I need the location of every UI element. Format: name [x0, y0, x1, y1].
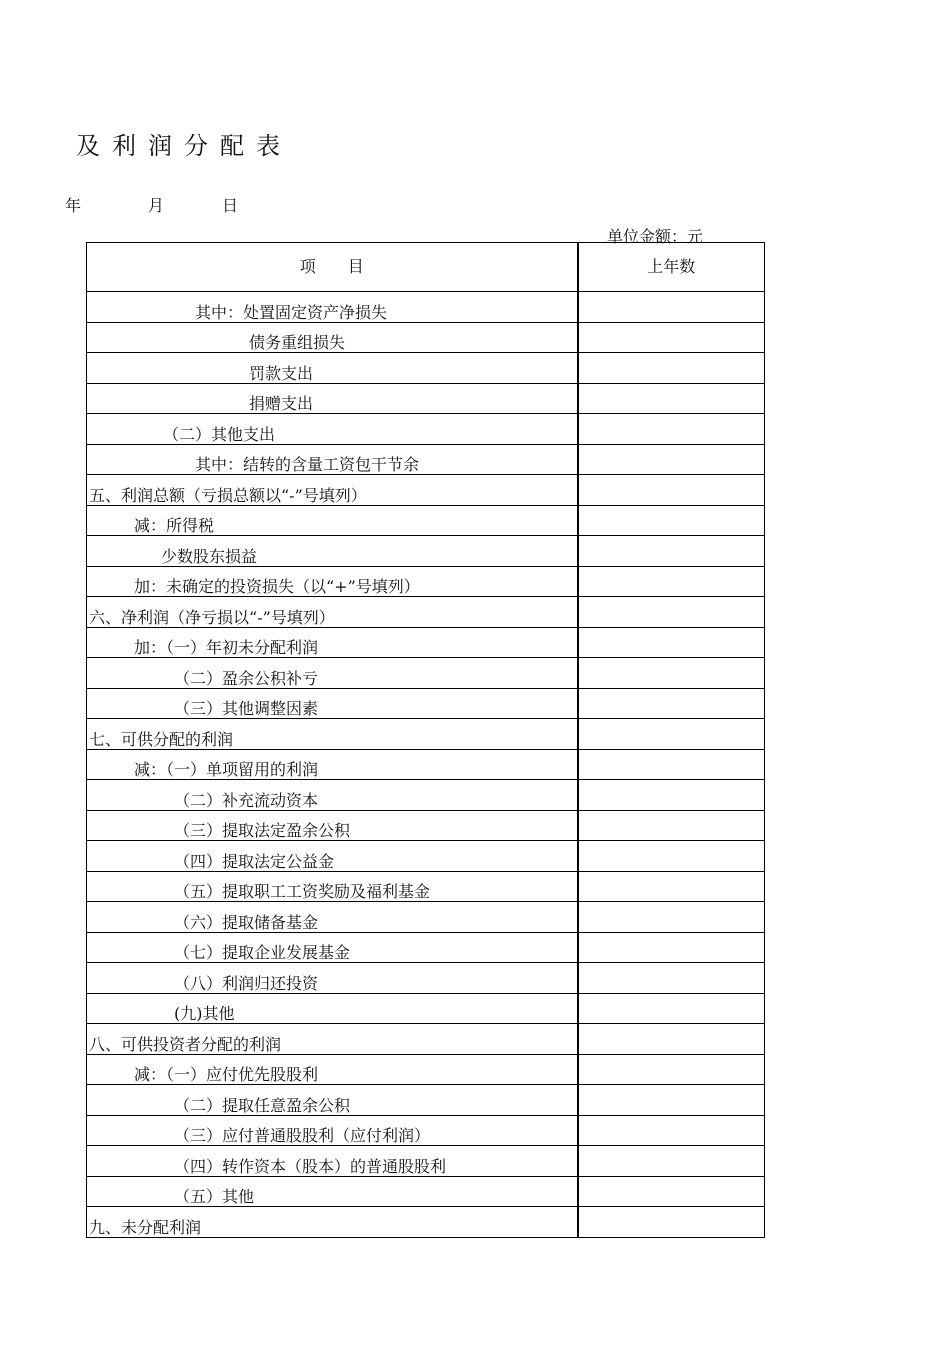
table-row: [87, 688, 765, 719]
row-item-label: （三）提取法定盈余公积: [87, 810, 578, 841]
row-prev-year-value: [578, 1115, 765, 1146]
row-prev-year-value: [578, 993, 765, 1024]
row-prev-year-value: [578, 414, 765, 445]
date-month-label: 月: [148, 196, 165, 215]
table-body: [87, 292, 765, 1238]
row-item-label: （五）其他: [87, 1176, 578, 1207]
table-row: [87, 322, 765, 353]
row-prev-year-value: [578, 688, 765, 719]
row-prev-year-value: [578, 292, 765, 323]
table-row: [87, 597, 765, 628]
row-item-label: （二）盈余公积补亏: [87, 658, 578, 689]
table-row: [87, 963, 765, 994]
table-row: [87, 871, 765, 902]
unit-label: 单位金额：元: [607, 227, 704, 246]
table-row: [87, 536, 765, 567]
date-year-label: 年: [65, 196, 82, 215]
row-item-label: （四）转作资本（股本）的普通股股利: [87, 1146, 578, 1177]
row-prev-year-value: [578, 780, 765, 811]
row-prev-year-value: [578, 1176, 765, 1207]
row-item-label: 五、利润总额（亏损总额以“-”号填列）: [87, 475, 578, 506]
table-row: [87, 1054, 765, 1085]
row-item-label: 捐赠支出: [87, 383, 578, 414]
row-item-label: （八）利润归还投资: [87, 963, 578, 994]
row-prev-year-value: [578, 1085, 765, 1116]
row-item-label: （三）应付普通股股利（应付利润）: [87, 1115, 578, 1146]
table-row: [87, 658, 765, 689]
table-row: [87, 505, 765, 536]
table-row: [87, 353, 765, 384]
row-prev-year-value: [578, 505, 765, 536]
table-row: [87, 810, 765, 841]
row-item-label: 八、可供投资者分配的利润: [87, 1024, 578, 1055]
table-row: [87, 1024, 765, 1055]
row-prev-year-value: [578, 322, 765, 353]
report-title: 及利润分配表: [76, 132, 292, 160]
row-prev-year-value: [578, 566, 765, 597]
row-prev-year-value: [578, 383, 765, 414]
table-row: [87, 566, 765, 597]
row-item-label: 其中：处置固定资产净损失: [87, 292, 578, 323]
row-item-label: 债务重组损失: [87, 322, 578, 353]
row-prev-year-value: [578, 1024, 765, 1055]
table-row: [87, 444, 765, 475]
table-row: [87, 841, 765, 872]
profit-distribution-table: [86, 242, 765, 1238]
table-row: [87, 932, 765, 963]
date-day-label: 日: [222, 196, 239, 215]
row-item-label: （二）提取任意盈余公积: [87, 1085, 578, 1116]
row-prev-year-value: [578, 1054, 765, 1085]
table-row: [87, 749, 765, 780]
row-prev-year-value: [578, 841, 765, 872]
table-row: [87, 292, 765, 323]
row-item-label: 减：所得税: [87, 505, 578, 536]
table-row: [87, 414, 765, 445]
row-item-label: 少数股东损益: [87, 536, 578, 567]
table-row: [87, 1146, 765, 1177]
row-item-label: 加：未确定的投资损失（以“+”号填列）: [87, 566, 578, 597]
table-row: [87, 475, 765, 506]
row-prev-year-value: [578, 963, 765, 994]
row-item-label: 七、可供分配的利润: [87, 719, 578, 750]
row-prev-year-value: [578, 719, 765, 750]
table-row: [87, 780, 765, 811]
row-prev-year-value: [578, 597, 765, 628]
row-item-label: 六、净利润（净亏损以“-”号填列）: [87, 597, 578, 628]
table-row: [87, 1176, 765, 1207]
row-item-label: 减：（一）应付优先股股利: [87, 1054, 578, 1085]
row-item-label: 罚款支出: [87, 353, 578, 384]
row-prev-year-value: [578, 353, 765, 384]
row-prev-year-value: [578, 1146, 765, 1177]
row-prev-year-value: [578, 444, 765, 475]
table-header-row: [87, 243, 765, 292]
table-row: [87, 902, 765, 933]
row-prev-year-value: [578, 627, 765, 658]
row-item-label: 其中：结转的含量工资包干节余: [87, 444, 578, 475]
column-header-prev-year: 上年数: [578, 243, 765, 292]
row-item-label: 减：（一）单项留用的利润: [87, 749, 578, 780]
row-prev-year-value: [578, 932, 765, 963]
row-prev-year-value: [578, 810, 765, 841]
row-item-label: （七）提取企业发展基金: [87, 932, 578, 963]
row-item-label: （五）提取职工工资奖励及福利基金: [87, 871, 578, 902]
table-row: [87, 1207, 765, 1238]
row-item-label: （二）其他支出: [87, 414, 578, 445]
row-prev-year-value: [578, 1207, 765, 1238]
row-item-label: （二）补充流动资本: [87, 780, 578, 811]
table-row: [87, 627, 765, 658]
row-prev-year-value: [578, 749, 765, 780]
row-prev-year-value: [578, 902, 765, 933]
row-prev-year-value: [578, 871, 765, 902]
table-row: [87, 1115, 765, 1146]
row-prev-year-value: [578, 536, 765, 567]
row-prev-year-value: [578, 475, 765, 506]
row-item-label: 加：（一）年初未分配利润: [87, 627, 578, 658]
table-row: [87, 1085, 765, 1116]
table-row: [87, 719, 765, 750]
column-header-item: 项 目: [87, 243, 578, 292]
table-row: [87, 993, 765, 1024]
table-row: [87, 383, 765, 414]
row-item-label: 九、未分配利润: [87, 1207, 578, 1238]
row-item-label: （三）其他调整因素: [87, 688, 578, 719]
row-item-label: (九)其他: [87, 993, 578, 1024]
row-item-label: （六）提取储备基金: [87, 902, 578, 933]
row-item-label: （四）提取法定公益金: [87, 841, 578, 872]
row-prev-year-value: [578, 658, 765, 689]
